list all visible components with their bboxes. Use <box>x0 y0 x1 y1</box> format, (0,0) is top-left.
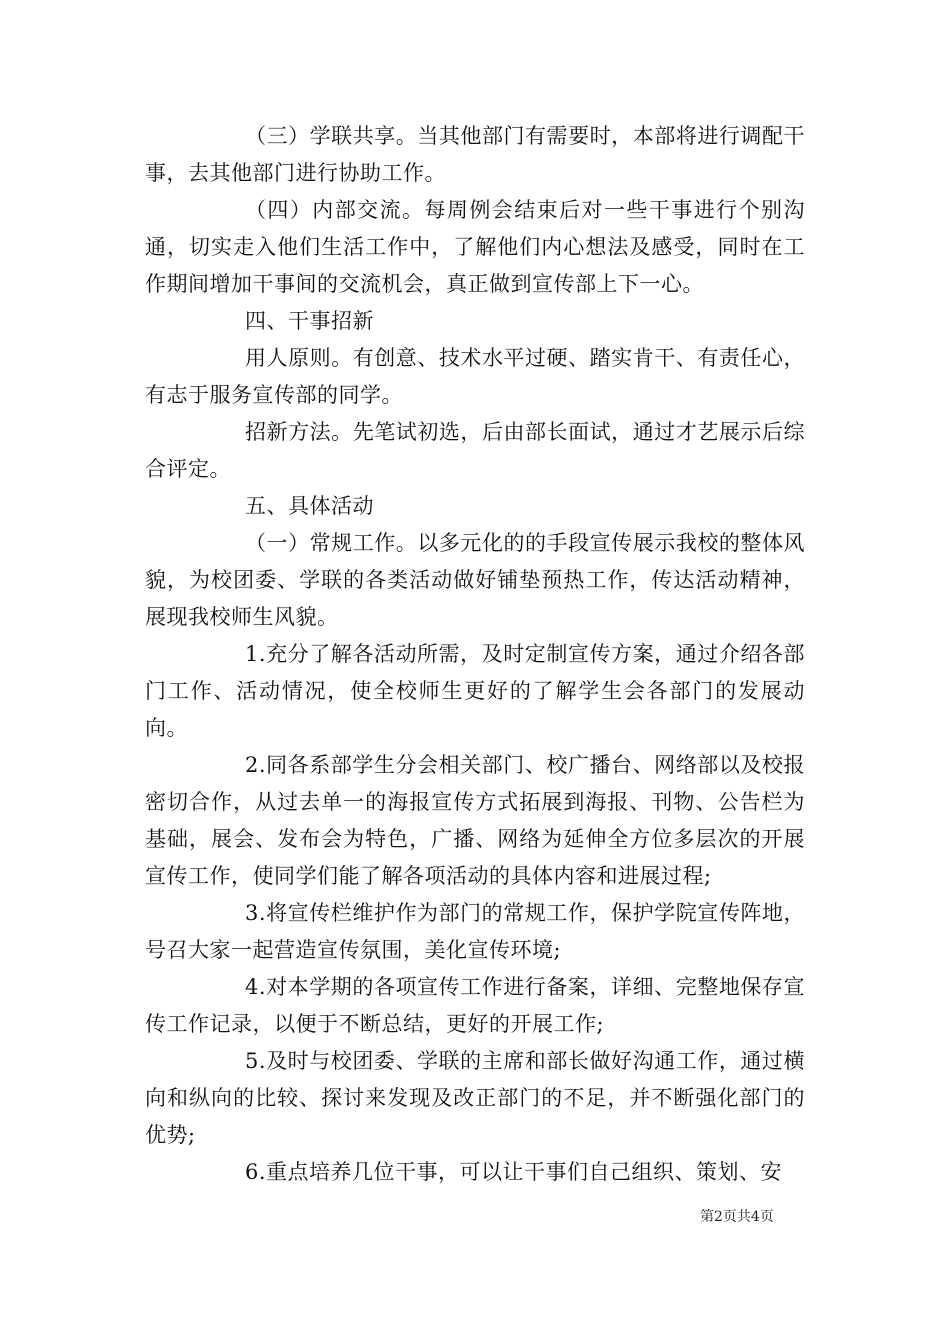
section-heading-4: 四、干事招新 <box>245 309 374 333</box>
paragraph-4: 招新方法。先笔试初选，后由部长面试，通过才艺展示后综合评定。 <box>145 420 805 481</box>
list-item-6: 6.重点培养几位干事，可以让干事们自己组织、策划、安 <box>245 1160 783 1184</box>
paragraph-5: （一）常规工作。以多元化的的手段宣传展示我校的整体风貌，为校团委、学联的各类活动做好铺垫预热工作，传达活动精神，展现我校师生风貌。 <box>145 531 805 629</box>
list-item-1: 1.充分了解各活动所需，及时定制宣传方案，通过介绍各部门工作、活动情况，使全校师生更好的了解学生会各部门的发展动向。 <box>145 642 805 740</box>
list-item-2: 2.同各系部学生分会相关部门、校广播台、网络部以及校报密切合作，从过去单一的海报宣传方式拓展到海报、刊物、公告栏为基础，展会、发布会为特色，广播、网络为延伸全方位多层次的开展宣传工作，使同学们能了解各项活动的具体内容和进展过程; <box>145 753 805 888</box>
list-item-4: 4.对本学期的各项宣传工作进行备案，详细、完整地保存宣传工作记录，以便于不断总结，更好的开展工作; <box>145 975 805 1036</box>
paragraph-3: 用人原则。有创意、技术水平过硬、踏实肯干、有责任心，有志于服务宣传部的同学。 <box>145 346 805 407</box>
list-item-3: 3.将宣传栏维护作为部门的常规工作，保护学院宣传阵地，号召大家一起营造宣传氛围，美化宣传环境; <box>145 901 805 962</box>
section-heading-5: 五、具体活动 <box>245 494 374 518</box>
page-number-footer: 第2页共4页 <box>700 1209 774 1225</box>
list-item-5: 5.及时与校团委、学联的主席和部长做好沟通工作，通过横向和纵向的比较、探讨来发现及改正部门的不足，并不断强化部门的优势; <box>145 1049 805 1147</box>
paragraph-2: （四）内部交流。每周例会结束后对一些干事进行个别沟通，切实走入他们生活工作中，了解他们内心想法及感受，同时在工作期间增加干事间的交流机会，真正做到宣传部上下一心。 <box>145 198 805 296</box>
paragraph-1: （三）学联共享。当其他部门有需要时，本部将进行调配干事，去其他部门进行协助工作。 <box>145 124 805 185</box>
